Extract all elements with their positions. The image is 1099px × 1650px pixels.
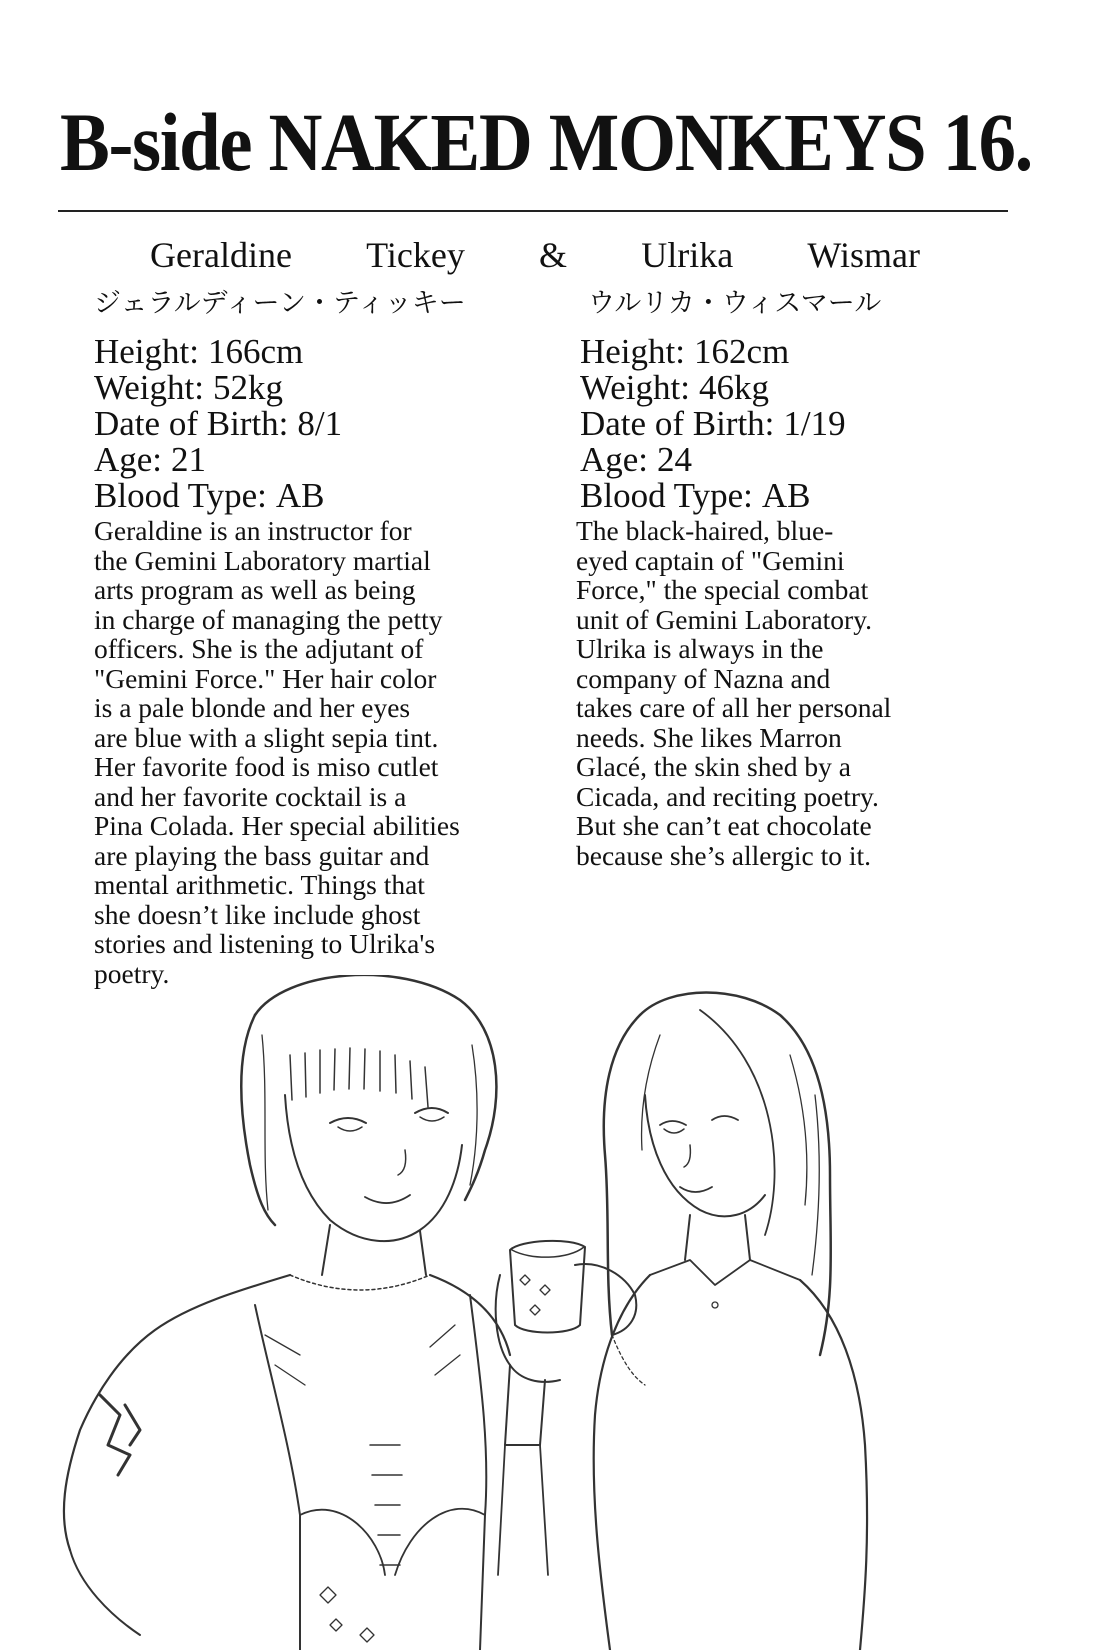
- stat-height: [580, 334, 980, 370]
- description-line: stories and listening to Ulrika's: [94, 928, 436, 959]
- stat-label: Date of Birth:: [580, 404, 775, 443]
- stat-age: [94, 442, 514, 478]
- name-geraldine: Geraldine: [150, 235, 292, 275]
- stat-blood-type: [580, 478, 980, 514]
- description-line: she doesn’t like include ghost: [94, 898, 421, 930]
- description-line: the Gemini Laboratory martial: [94, 544, 431, 576]
- name-tickey: Tickey: [366, 235, 465, 275]
- description-line: because she’s allergic to it.: [576, 839, 872, 871]
- character-sketch-illustration: [0, 975, 1099, 1650]
- description-line: "Gemini Force." Her hair color: [94, 662, 437, 694]
- stat-value: 162cm: [693, 332, 790, 371]
- description-line: Force," the special combat: [576, 574, 869, 605]
- stat-label: Date of Birth:: [94, 404, 289, 443]
- name-wismar: Wismar: [807, 235, 920, 275]
- stat-value: AB: [761, 476, 811, 515]
- ulrika-sketch: [496, 993, 867, 1650]
- stat-value: 166cm: [207, 332, 304, 371]
- name-ulrika: Ulrika: [641, 235, 734, 275]
- stat-value: 1/19: [783, 404, 846, 443]
- description-line: Geraldine is an instructor for: [94, 515, 412, 546]
- ulrika-profile: [576, 284, 980, 871]
- geraldine-sketch: [64, 975, 510, 1650]
- stat-value: 8/1: [297, 404, 343, 443]
- description-line: Pina Colada. Her special abilities: [94, 810, 460, 841]
- description-line: arts program as well as being: [94, 574, 416, 605]
- description-line: and her favorite cocktail is a: [94, 780, 407, 812]
- stat-label: Weight:: [580, 368, 690, 407]
- stat-label: Age:: [580, 440, 649, 479]
- description-line: company of Nazna and: [576, 662, 831, 694]
- page-title: B-side NAKED MONKEYS 16.: [60, 96, 1032, 188]
- geraldine-profile: [94, 284, 514, 988]
- stat-value: 52kg: [212, 368, 283, 407]
- stat-label: Blood Type:: [580, 476, 753, 515]
- stat-label: Height:: [580, 332, 685, 371]
- geraldine-katakana: ジェラルディーン・ティッキー: [94, 288, 466, 319]
- stat-date-of-birth: [94, 406, 514, 442]
- description-line: Glacé, the skin shed by a: [576, 751, 851, 782]
- stat-weight: [94, 370, 514, 406]
- description-line: poetry.: [94, 957, 170, 989]
- stat-value: AB: [275, 476, 325, 515]
- description-line: But she can’t eat chocolate: [576, 810, 872, 841]
- description-line: Cicada, and reciting poetry.: [576, 780, 879, 812]
- description-line: is a pale blonde and her eyes: [94, 692, 411, 723]
- title-divider: [58, 210, 1008, 212]
- geraldine-description: [94, 516, 514, 988]
- stat-label: Height:: [94, 332, 199, 371]
- name-ampersand: &: [539, 235, 568, 275]
- description-line: The black-haired, blue-: [576, 515, 834, 546]
- stat-date-of-birth: [580, 406, 980, 442]
- description-line: in charge of managing the petty: [94, 603, 443, 635]
- stat-blood-type: [94, 478, 514, 514]
- description-line: are blue with a slight sepia tint.: [94, 721, 439, 753]
- ulrika-stats: [580, 334, 980, 514]
- stat-label: Blood Type:: [94, 476, 267, 515]
- ulrika-katakana: ウルリカ・ウィスマール: [588, 288, 882, 319]
- stat-value: 46kg: [698, 368, 769, 407]
- character-names-header: [150, 232, 920, 278]
- stat-height: [94, 334, 514, 370]
- stat-age: [580, 442, 980, 478]
- ulrika-description: [576, 516, 980, 870]
- description-line: eyed captain of "Gemini: [576, 544, 845, 576]
- stat-weight: [580, 370, 980, 406]
- description-line: Ulrika is always in the: [576, 633, 824, 664]
- description-line: are playing the bass guitar and: [94, 839, 430, 871]
- description-line: takes care of all her personal: [576, 692, 892, 723]
- geraldine-stats: [94, 334, 514, 514]
- description-line: officers. She is the adjutant of: [94, 633, 424, 664]
- description-line: Her favorite food is miso cutlet: [94, 751, 439, 782]
- stat-label: Weight:: [94, 368, 204, 407]
- description-line: unit of Gemini Laboratory.: [576, 603, 873, 635]
- stat-value: 21: [171, 440, 207, 479]
- description-line: needs. She likes Marron: [576, 721, 842, 753]
- stat-label: Age:: [94, 440, 163, 479]
- stat-value: 24: [657, 440, 693, 479]
- description-line: mental arithmetic. Things that: [94, 869, 425, 900]
